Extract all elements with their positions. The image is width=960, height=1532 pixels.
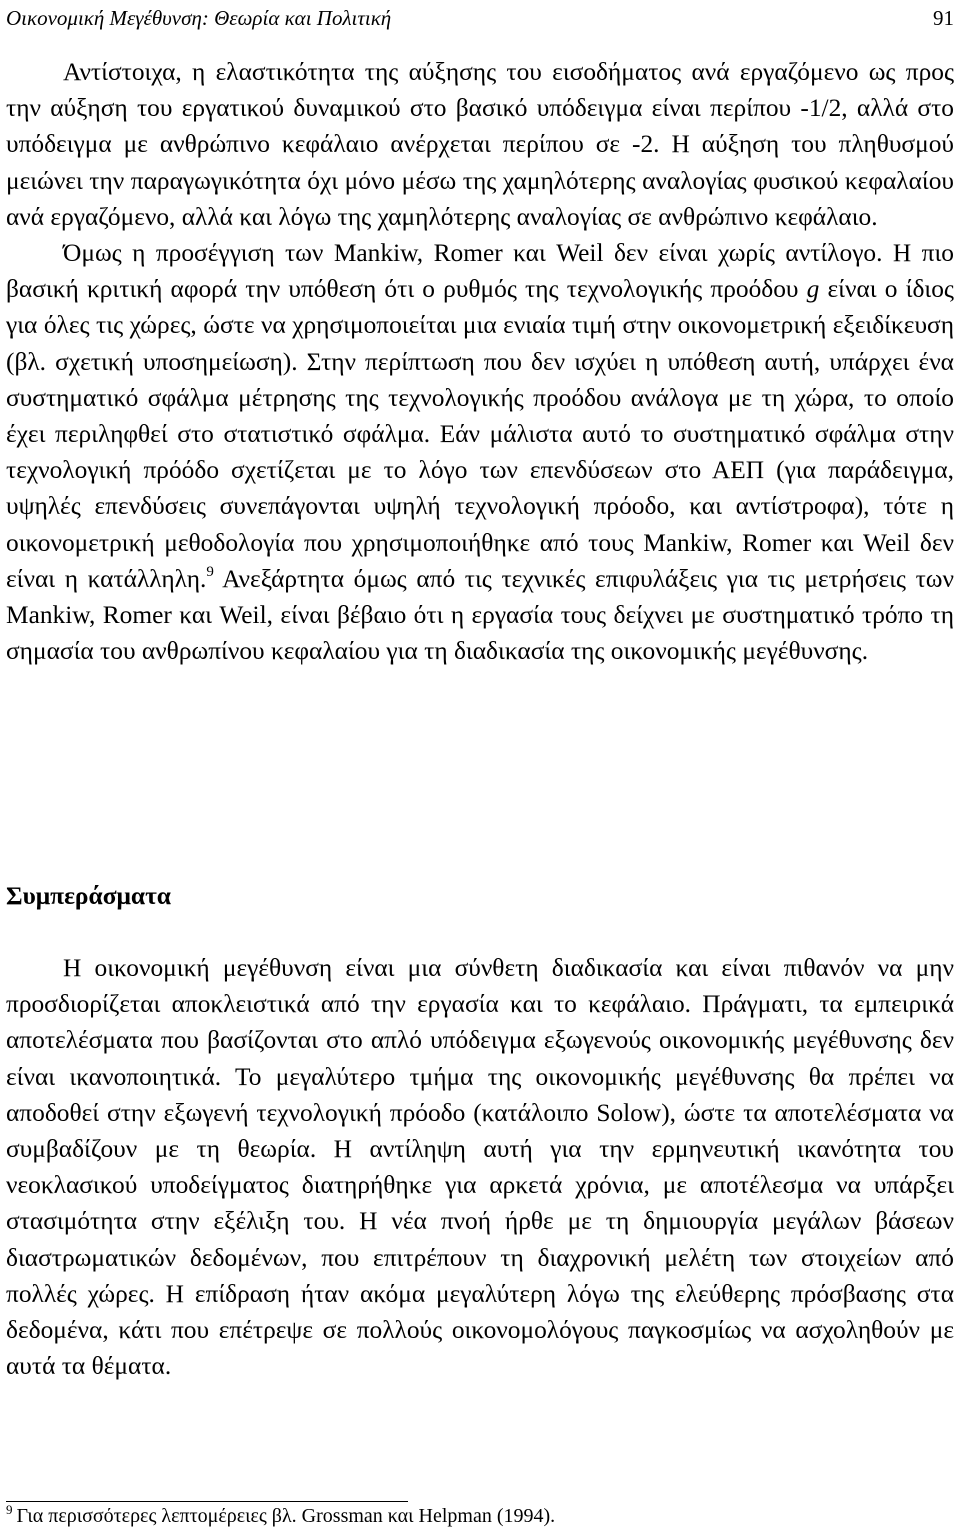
growth-rate-symbol: g xyxy=(806,275,820,304)
paragraph-critique-text-2: είναι ο ίδιος για όλες τις χώρες, ώστε να χρησιμοποιείται μια ενιαία τιμή στην οικονομετρική εξειδίκευση (βλ. σχετική υποσημείωση). Στην περίπτωση που δεν ισχύει η υπόθεση αυτή, υπάρχει ένα συστηματικό σφάλμα μέτρησης της τεχνολογικής προόδου ανάλογα με τη χώρα, το οποίο έχει περιληφθεί στο στατιστικό σφάλμα. Εάν μάλιστα αυτό το συστηματικό σφάλμα στην τεχνολογική πρόόδο σχετίζεται με το λόγο των επενδύσεων στο ΑΕΠ (για παράδειγμα, υψηλές επενδύσεις συνεπάγονται υψηλή τεχνολογική πρόοδο, και αντίστροφα), τότε η οικονομετρική μεθοδολογία που χρησιμοποιήθηκε από τους Mankiw, Romer και Weil δεν είναι η κατάλληλη. xyxy=(6,275,954,593)
footnote-marker: 9 xyxy=(6,1502,13,1517)
paragraph-elasticity: Αντίστοιχα, η ελαστικότητα της αύξησης του εισοδήματος ανά εργαζόμενο ως προς την αύξηση του εργατικού δυναμικού στο βασικό υπόδειγμα είναι περίπου -1/2, αλλά στο υπόδειγμα με ανθρώπινο κεφάλαιο ανέρχεται περίπου σε -2. Η αύξηση του πληθυσμού μειώνει την παραγωγικότητα όχι μόνο μέσω της χαμηλότερης αναλογίας φυσικού κεφαλαίου ανά εργαζόμενο, αλλά και λόγω της χαμηλότερης αναλογίας σε ανθρώπινο κεφάλαιο. xyxy=(6,58,954,231)
paragraph-critique-text-3: Ανεξάρτητα όμως από τις τεχνικές επιφυλάξεις για τις μετρήσεις των Mankiw, Romer και Weil, είναι βέβαιο ότι η εργασία τους δείχνει με συστηματικό τρόπο τη σημασία του ανθρωπίνου κεφαλαίου για τη διαδικασία της οικονομικής μεγέθυνσης. xyxy=(6,564,954,666)
page-header xyxy=(6,4,954,32)
footnote-divider xyxy=(6,1501,408,1502)
section-1-body xyxy=(6,54,954,669)
footnote-reference[interactable]: 9 xyxy=(206,563,214,580)
section-heading-conclusions: Συμπεράσματα xyxy=(6,882,171,910)
footnote-text: Για περισσότερες λεπτομέρειες βλ. Grossman και Helpman (1994). xyxy=(16,1505,556,1527)
page-number: 91 xyxy=(933,6,954,30)
section-2-body xyxy=(6,950,954,1384)
footnote xyxy=(6,1503,555,1529)
paragraph-critique xyxy=(6,235,954,669)
running-title: Οικονομική Μεγέθυνση: Θεωρία και Πολιτική xyxy=(6,6,392,30)
paragraph-conclusions: Η οικονομική μεγέθυνση είναι μια σύνθετη διαδικασία και είναι πιθανόν να μην προσδιορίζεται αποκλειστικά από την εργασία και το κεφάλαιο. Πράγματι, τα εμπειρικά αποτελέσματα που βασίζονται στο απλό υπόδειγμα εξωγενούς οικονομικής μεγέθυνσης δεν είναι ικανοποιητικά. Το μεγαλύτερο τμήμα της οικονομικής μεγέθυνσης θα πρέπει να αποδοθεί στην εξωγενή τεχνολογική πρόοδο (κατάλοιπο Solow), ώστε τα αποτελέσματα να συμβαδίζουν με τη θεωρία. Η αντίληψη αυτή για την ερμηνευτική ικανότητα του νεοκλασικού υποδείγματος διατηρήθηκε για αρκετά χρόνια, με αποτέλεσμα να υπάρξει στασιμότητα στην εξέλιξη του. Η νέα πνοή ήρθε με τη δημιουργία μεγάλων βάσεων διαστρωματικών δεδομένων, που επιτρέπουν τη διαχρονική μελέτη των στοιχείων από πολλές χώρες. Η επίδραση ήταν ακόμα μεγαλύτερη λόγω της ελεύθερης πρόσβασης στα δεδομένα, κάτι που επέτρεψε σε πολλούς οικονομολόγους παγκοσμίως να ασχοληθούν με αυτά τα θέματα. xyxy=(6,954,954,1381)
paragraph-critique-text-1: Όμως η προσέγγιση των Mankiw, Romer και Weil δεν είναι χωρίς αντίλογο. Η πιο βασική κριτική αφορά την υπόθεση ότι ο ρυθμός της τεχνολογικής προόδου xyxy=(6,239,954,304)
